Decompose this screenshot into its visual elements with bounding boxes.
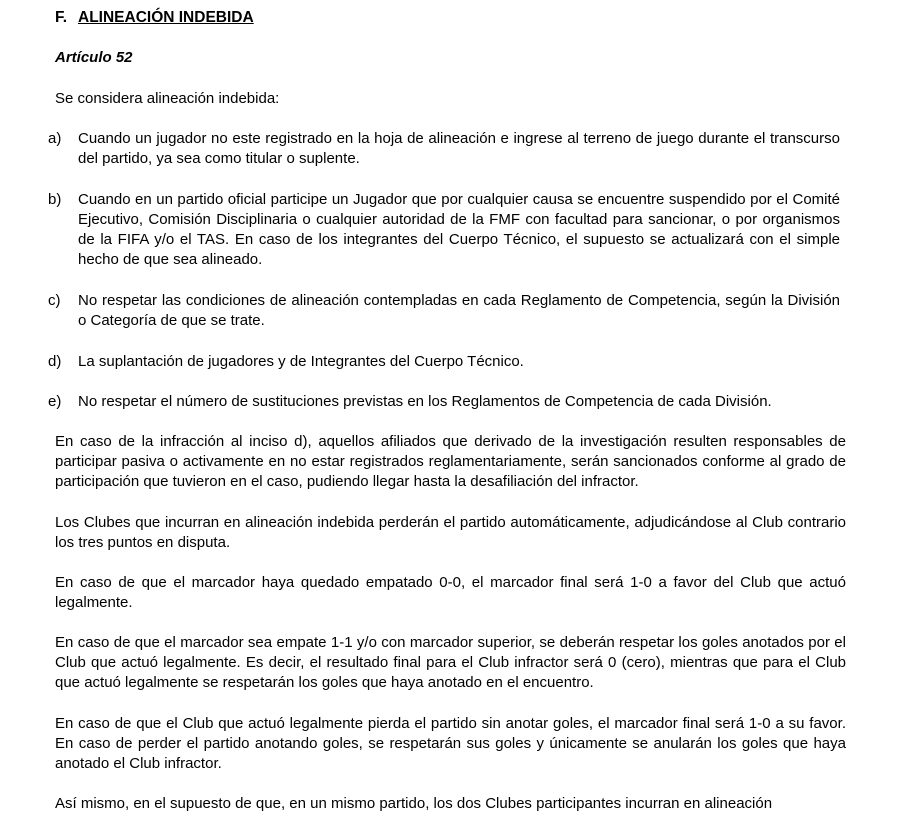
list-item-text: Cuando un jugador no este registrado en la hoja de alineación e ingrese al terreno de juego durante el transcurso del partido, ya sea como titular o suplente. — [78, 130, 840, 167]
paragraph-inciso-d: En caso de la infracción al inciso d), aquellos afiliados que derivado de la investigación resulten responsables de participar pasiva o activamente en no estar registrados reglamentariamente, serán sancionados conforme al grado de participación que tuvieron en el caso, pudiendo llegar hasta la desafiliación del infractor. — [55, 433, 846, 490]
article-heading: Artículo 52 — [55, 49, 133, 66]
intro-text: Se considera alineación indebida: — [55, 90, 280, 107]
list-item-c — [48, 291, 840, 331]
paragraph-clubes-pierden: Los Clubes que incurran en alineación indebida perderán el partido automáticamente, adjudicándose al Club contrario los tres puntos en disputa. — [55, 514, 846, 551]
paragraph-empate-cero: En caso de que el marcador haya quedado empatado 0-0, el marcador final será 1-0 a favor del Club que actuó legalmente. — [55, 574, 846, 611]
list-item-text: No respetar las condiciones de alineación contempladas en cada Reglamento de Competencia, según la División o Categoría de que se trate. — [78, 292, 840, 329]
list-item-text: La suplantación de jugadores y de Integrantes del Cuerpo Técnico. — [78, 353, 524, 370]
list-marker: d) — [48, 353, 62, 370]
list-item-e — [48, 392, 840, 412]
list-item-text: No respetar el número de sustituciones previstas en los Reglamentos de Competencia de cada División. — [78, 393, 772, 410]
list-item-a — [48, 129, 840, 169]
list-item-d — [48, 352, 840, 372]
section-letter: F. — [55, 9, 68, 26]
paragraph-pierda-sin-goles: En caso de que el Club que actuó legalmente pierda el partido sin anotar goles, el marcador final será 1-0 a su favor. En caso de perder el partido anotando goles, se respetarán sus goles y únicamente se anularán los goles que haya anotado el Club infractor. — [55, 715, 846, 772]
list-marker: c) — [48, 292, 61, 309]
list-item-b — [48, 190, 840, 270]
list-marker: a) — [48, 130, 62, 147]
paragraph-ambos-clubes: Así mismo, en el supuesto de que, en un mismo partido, los dos Clubes participantes incurran en alineación — [55, 795, 773, 812]
list-marker: b) — [48, 191, 62, 208]
list-marker: e) — [48, 393, 62, 410]
list-item-text: Cuando en un partido oficial participe un Jugador que por cualquier causa se encuentre suspendido por el Comité Ejecutivo, Comisión Disciplinaria o cualquier autoridad de la FMF con facultad para sancionar, o por organismos de la FIFA y/o el TAS. En caso de los integrantes del Cuerpo Técnico, el supuesto se actualizará con el simple hecho de que sea alineado. — [78, 191, 840, 268]
section-title: ALINEACIÓN INDEBIDA — [78, 9, 254, 26]
section-heading — [55, 8, 254, 28]
paragraph-empate-uno: En caso de que el marcador sea empate 1-1 y/o con marcador superior, se deberán respetar los goles anotados por el Club que actuó legalmente. Es decir, el resultado final para el Club infractor será 0 (cero), mientras que para el Club que actuó legalmente se respetarán los goles que haya anotado en el encuentro. — [55, 634, 846, 691]
